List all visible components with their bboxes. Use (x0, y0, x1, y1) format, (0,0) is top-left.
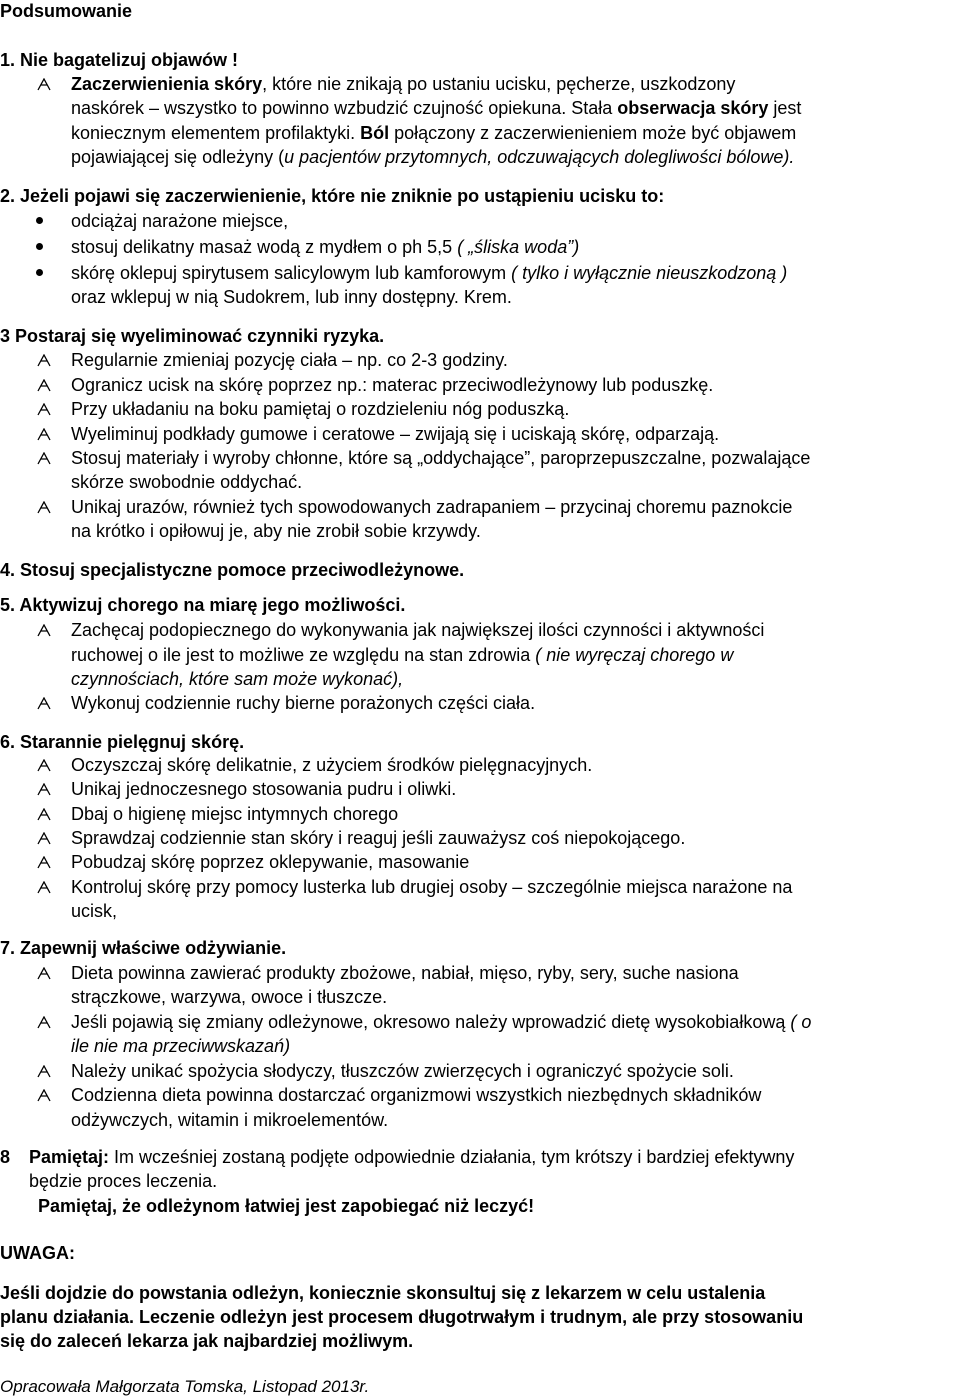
caret-bullet-icon (37, 398, 57, 420)
section-7-line-6: Codzienna dieta powinna dostarczać organizmowi wszystkich niezbędnych składników (71, 1085, 762, 1105)
section-6-item: Oczyszczaj skórę delikatnie, z użyciem środków pielęgnacyjnych. (71, 755, 593, 775)
section-7-line-4: ile nie ma przeciwwskazań) (71, 1036, 291, 1056)
caret-bullet-icon (37, 778, 57, 800)
emphasis-pain: Ból (360, 123, 390, 143)
section-5-line-1: Zachęcaj podopiecznego do wykonywania jak największej ilości czynności i aktywności (71, 620, 765, 640)
section-8-number: 8 (0, 1147, 11, 1167)
author-footer: Opracowała Małgorzata Tomska, Listopad 2013r. (0, 1377, 370, 1396)
section-2-bullet-2: stosuj delikatny masaż wodą z mydłem o ph 5,5 ( „śliska woda”) (71, 237, 580, 257)
section-3-item: Regularnie zmieniaj pozycję ciała – np. co 2-3 godziny. (71, 350, 508, 370)
section-5-heading: 5. Aktywizuj chorego na miarę jego możliwości. (0, 595, 406, 615)
warning-label: UWAGA: (0, 1243, 75, 1263)
caret-bullet-icon (37, 619, 57, 641)
section-3-item: Przy układaniu na boku pamiętaj o rozdzieleniu nóg poduszką. (71, 399, 570, 419)
caret-bullet-icon (37, 73, 57, 95)
dot-bullet-icon (36, 217, 43, 224)
section-8-motto: Pamiętaj, że odleżynom łatwiej jest zapobiegać niż leczyć! (38, 1196, 535, 1216)
section-6-item: Kontroluj skórę przy pomocy lusterka lub drugiej osoby – szczególnie miejsca narażone na (71, 877, 793, 897)
dot-bullet-icon (36, 243, 43, 250)
section-2-bullet-1: odciążaj narażone miejsce, (71, 211, 289, 231)
page-title: Podsumowanie (0, 1, 133, 21)
caret-bullet-icon (37, 447, 57, 469)
caret-bullet-icon (37, 1060, 57, 1082)
section-1-line-2: naskórek – wszystko to powinno wzbudzić czujność opiekuna. Stała obserwacja skóry jest (71, 98, 802, 118)
caret-bullet-icon (37, 423, 57, 445)
section-1-line-3: koniecznym elementem profilaktyki. Ból połączony z zaczerwienieniem może być objawem (71, 123, 797, 143)
section-6-item: Sprawdzaj codziennie stan skóry i reaguj jeśli zauważysz coś niepokojącego. (71, 828, 686, 848)
section-8-line-1: Pamiętaj: Im wcześniej zostaną podjęte odpowiednie działania, tym krótszy i bardziej efektywny (29, 1147, 795, 1167)
section-3-heading: 3 Postaraj się wyeliminować czynniki ryzyka. (0, 326, 385, 346)
section-7-heading: 7. Zapewnij właściwe odżywianie. (0, 938, 287, 958)
section-6-item-cont: ucisk, (71, 901, 118, 921)
caret-bullet-icon (37, 754, 57, 776)
caret-bullet-icon (37, 851, 57, 873)
section-2-bullet-3: skórę oklepuj spirytusem salicylowym lub kamforowym ( tylko i wyłącznie nieuszkodzoną ) (71, 263, 788, 283)
caret-bullet-icon (37, 692, 57, 714)
section-3-item-cont: na krótko i opiłowuj je, aby nie zrobił sobie krzywdy. (71, 521, 481, 541)
section-3-item: Unikaj urazów, również tych spowodowanych zadrapaniem – przycinaj choremu paznokcie (71, 497, 793, 517)
section-1-heading: 1. Nie bagatelizuj objawów ! (0, 50, 239, 70)
section-2-bullet-3-cont: oraz wklepuj w nią Sudokrem, lub inny dostępny. Krem. (71, 287, 512, 307)
section-8-line-2: będzie proces leczenia. (29, 1171, 218, 1191)
section-1-line-1: Zaczerwienienia skóry, które nie znikają po ustaniu ucisku, pęcherze, uszkodzony (71, 74, 736, 94)
section-3-item: Stosuj materiały i wyroby chłonne, które są „oddychające”, paroprzepuszczalne, pozwalające (71, 448, 811, 468)
caret-bullet-icon (37, 876, 57, 898)
section-7-line-2: strączkowe, warzywa, owoce i tłuszcze. (71, 987, 388, 1007)
section-5-line-2: ruchowej o ile jest to możliwe ze względu na stan zdrowia ( nie wyręczaj chorego w (71, 645, 734, 665)
caret-bullet-icon (37, 1084, 57, 1106)
section-3-item: Wyeliminuj podkłady gumowe i ceratowe – zwijają się i uciskają skórę, odparzają. (71, 424, 720, 444)
section-3-item: Ogranicz ucisk na skórę poprzez np.: materac przeciwodleżynowy lub poduszkę. (71, 375, 714, 395)
caret-bullet-icon (37, 962, 57, 984)
section-3-item-cont: skórze swobodnie oddychać. (71, 472, 303, 492)
section-5-line-4: Wykonuj codziennie ruchy bierne porażonych części ciała. (71, 693, 536, 713)
section-7-line-7: odżywczych, witamin i mikroelementów. (71, 1110, 389, 1130)
emphasis-skin-redness: Zaczerwienienia skóry (71, 74, 263, 94)
section-7-line-5: Należy unikać spożycia słodyczy, tłuszczów zwierzęcych i ograniczyć spożycie soli. (71, 1061, 734, 1081)
emphasis-skin-observation: obserwacja skóry (617, 98, 769, 118)
caret-bullet-icon (37, 496, 57, 518)
warning-line-1: Jeśli dojdzie do powstania odleżyn, koniecznie skonsultuj się z lekarzem w celu ustalenia (0, 1283, 766, 1303)
section-7-line-3: Jeśli pojawią się zmiany odleżynowe, okresowo należy wprowadzić dietę wysokobiałkową ( o (71, 1012, 812, 1032)
section-1-line-4: pojawiającej się odleżyny (u pacjentów przytomnych, odczuwających dolegliwości bólowe). (71, 147, 795, 167)
section-5-line-3: czynnościach, które sam może wykonać), (71, 669, 404, 689)
caret-bullet-icon (37, 349, 57, 371)
warning-line-3: się do zaleceń lekarza jak najbardziej możliwym. (0, 1331, 414, 1351)
caret-bullet-icon (37, 1011, 57, 1033)
dot-bullet-icon (36, 269, 43, 276)
section-4-heading: 4. Stosuj specjalistyczne pomoce przeciwodleżynowe. (0, 560, 465, 580)
section-6-item: Dbaj o higienę miejsc intymnych chorego (71, 804, 399, 824)
section-2-heading: 2. Jeżeli pojawi się zaczerwienienie, które nie zniknie po ustąpieniu ucisku to: (0, 186, 665, 206)
caret-bullet-icon (37, 374, 57, 396)
caret-bullet-icon (37, 827, 57, 849)
section-6-item: Pobudzaj skórę poprzez oklepywanie, masowanie (71, 852, 470, 872)
section-7-line-1: Dieta powinna zawierać produkty zbożowe, nabiał, mięso, ryby, sery, suche nasiona (71, 963, 739, 983)
warning-line-2: planu działania. Leczenie odleżyn jest procesem długotrwałym i trudnym, ale przy stosowaniu (0, 1307, 804, 1327)
remember-label: Pamiętaj: (29, 1147, 110, 1167)
section-6-heading: 6. Starannie pielęgnuj skórę. (0, 732, 245, 752)
section-6-item: Unikaj jednoczesnego stosowania pudru i oliwki. (71, 779, 457, 799)
caret-bullet-icon (37, 803, 57, 825)
